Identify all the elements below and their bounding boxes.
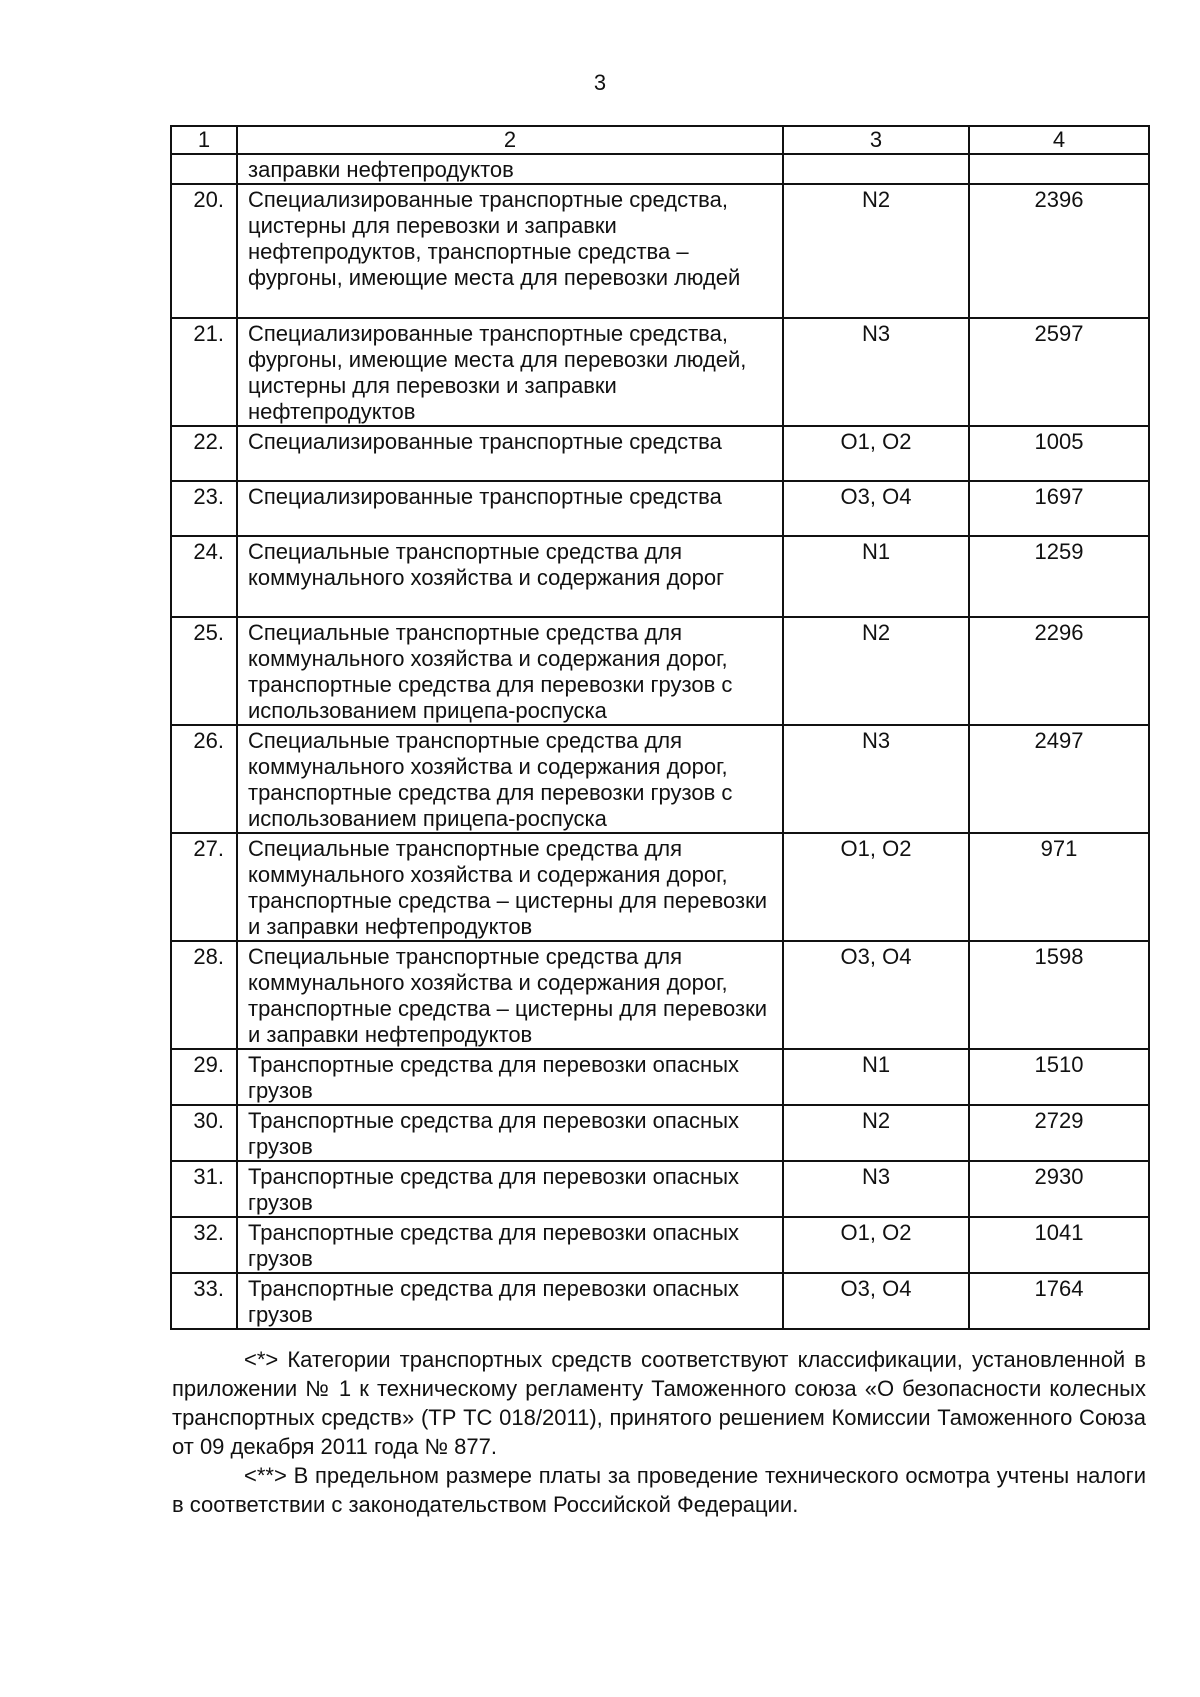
vehicle-category: O1, O2 [783, 833, 969, 941]
vehicle-category: N3 [783, 1161, 969, 1217]
inspection-fee: 2296 [969, 617, 1149, 725]
table-row [171, 833, 1149, 941]
table-row [171, 617, 1149, 725]
table-row [171, 1273, 1149, 1329]
vehicle-category: N2 [783, 617, 969, 725]
column-header: 3 [783, 126, 969, 154]
inspection-fee: 1598 [969, 941, 1149, 1049]
row-number [171, 154, 237, 184]
row-number: 29. [171, 1049, 237, 1105]
table-row [171, 426, 1149, 481]
vehicle-category: O3, O4 [783, 1273, 969, 1329]
table-row [171, 1217, 1149, 1273]
inspection-fee: 2497 [969, 725, 1149, 833]
inspection-fee: 2930 [969, 1161, 1149, 1217]
vehicle-type: Специализированные транспортные средства [237, 426, 783, 481]
inspection-fee: 1005 [969, 426, 1149, 481]
footnotes [172, 1345, 1146, 1519]
footnote-categories: <*> Категории транспортных средств соответствуют классификации, установленной в приложении № 1 к техническому регламенту Таможенного союза «О безопасности колесных транспортных средств» (ТР ТС 018/2011), принятого решением Комиссии Таможенного Союза от 09 декабря 2011 года № 877. [172, 1347, 1146, 1459]
row-number: 23. [171, 481, 237, 536]
table-row [171, 318, 1149, 426]
vehicle-category: N2 [783, 1105, 969, 1161]
column-header: 2 [237, 126, 783, 154]
vehicle-type: Транспортные средства для перевозки опасных грузов [237, 1217, 783, 1273]
tariff-table [170, 125, 1150, 1330]
row-number: 27. [171, 833, 237, 941]
vehicle-category: N2 [783, 184, 969, 318]
row-number: 24. [171, 536, 237, 617]
inspection-fee: 1259 [969, 536, 1149, 617]
vehicle-type: Транспортные средства для перевозки опасных грузов [237, 1273, 783, 1329]
row-number: 26. [171, 725, 237, 833]
vehicle-category: N1 [783, 1049, 969, 1105]
row-number: 32. [171, 1217, 237, 1273]
vehicle-type: Транспортные средства для перевозки опасных грузов [237, 1105, 783, 1161]
vehicle-type: Транспортные средства для перевозки опасных грузов [237, 1161, 783, 1217]
table-row [171, 481, 1149, 536]
table-row [171, 1161, 1149, 1217]
table-row [171, 536, 1149, 617]
table-row [171, 154, 1149, 184]
row-number: 21. [171, 318, 237, 426]
inspection-fee: 2597 [969, 318, 1149, 426]
inspection-fee: 1697 [969, 481, 1149, 536]
table-row [171, 725, 1149, 833]
vehicle-type: Специальные транспортные средства для коммунального хозяйства и содержания дорог, транспортные средства для перевозки грузов с использованием прицепа-роспуска [237, 617, 783, 725]
vehicle-type: Специальные транспортные средства для коммунального хозяйства и содержания дорог, транспортные средства – цистерны для перевозки и заправки нефтепродуктов [237, 941, 783, 1049]
table-row [171, 184, 1149, 318]
inspection-fee: 2729 [969, 1105, 1149, 1161]
inspection-fee: 1510 [969, 1049, 1149, 1105]
vehicle-type: Специальные транспортные средства для коммунального хозяйства и содержания дорог [237, 536, 783, 617]
column-header: 1 [171, 126, 237, 154]
inspection-fee: 971 [969, 833, 1149, 941]
table-row [171, 941, 1149, 1049]
vehicle-type: Специализированные транспортные средства, цистерны для перевозки и заправки нефтепродуктов, транспортные средства – фургоны, имеющие места для перевозки людей [237, 184, 783, 318]
inspection-fee: 1041 [969, 1217, 1149, 1273]
inspection-fee: 1764 [969, 1273, 1149, 1329]
vehicle-type: Транспортные средства для перевозки опасных грузов [237, 1049, 783, 1105]
inspection-fee: 2396 [969, 184, 1149, 318]
row-number: 28. [171, 941, 237, 1049]
vehicle-category: O3, O4 [783, 941, 969, 1049]
row-number: 25. [171, 617, 237, 725]
inspection-fee [969, 154, 1149, 184]
footnote-taxes: <**> В предельном размере платы за проведение технического осмотра учтены налоги в соответствии с законодательством Российской Федерации. [172, 1463, 1146, 1517]
row-number: 20. [171, 184, 237, 318]
vehicle-category: N3 [783, 318, 969, 426]
vehicle-type: Специальные транспортные средства для коммунального хозяйства и содержания дорог, транспортные средства – цистерны для перевозки и заправки нефтепродуктов [237, 833, 783, 941]
vehicle-category: O3, O4 [783, 481, 969, 536]
vehicle-category: O1, O2 [783, 426, 969, 481]
vehicle-type: Специализированные транспортные средства, фургоны, имеющие места для перевозки людей, цистерны для перевозки и заправки нефтепродуктов [237, 318, 783, 426]
vehicle-category [783, 154, 969, 184]
vehicle-category: N1 [783, 536, 969, 617]
vehicle-category: O1, O2 [783, 1217, 969, 1273]
table-row [171, 1049, 1149, 1105]
vehicle-type: Специализированные транспортные средства [237, 481, 783, 536]
page-number: 3 [593, 70, 607, 95]
column-header: 4 [969, 126, 1149, 154]
row-number: 30. [171, 1105, 237, 1161]
vehicle-type: Специальные транспортные средства для коммунального хозяйства и содержания дорог, транспортные средства для перевозки грузов с использованием прицепа-роспуска [237, 725, 783, 833]
vehicle-category: N3 [783, 725, 969, 833]
row-number: 22. [171, 426, 237, 481]
table-header-row [171, 126, 1149, 154]
vehicle-type: заправки нефтепродуктов [237, 154, 783, 184]
row-number: 31. [171, 1161, 237, 1217]
table-row [171, 1105, 1149, 1161]
row-number: 33. [171, 1273, 237, 1329]
